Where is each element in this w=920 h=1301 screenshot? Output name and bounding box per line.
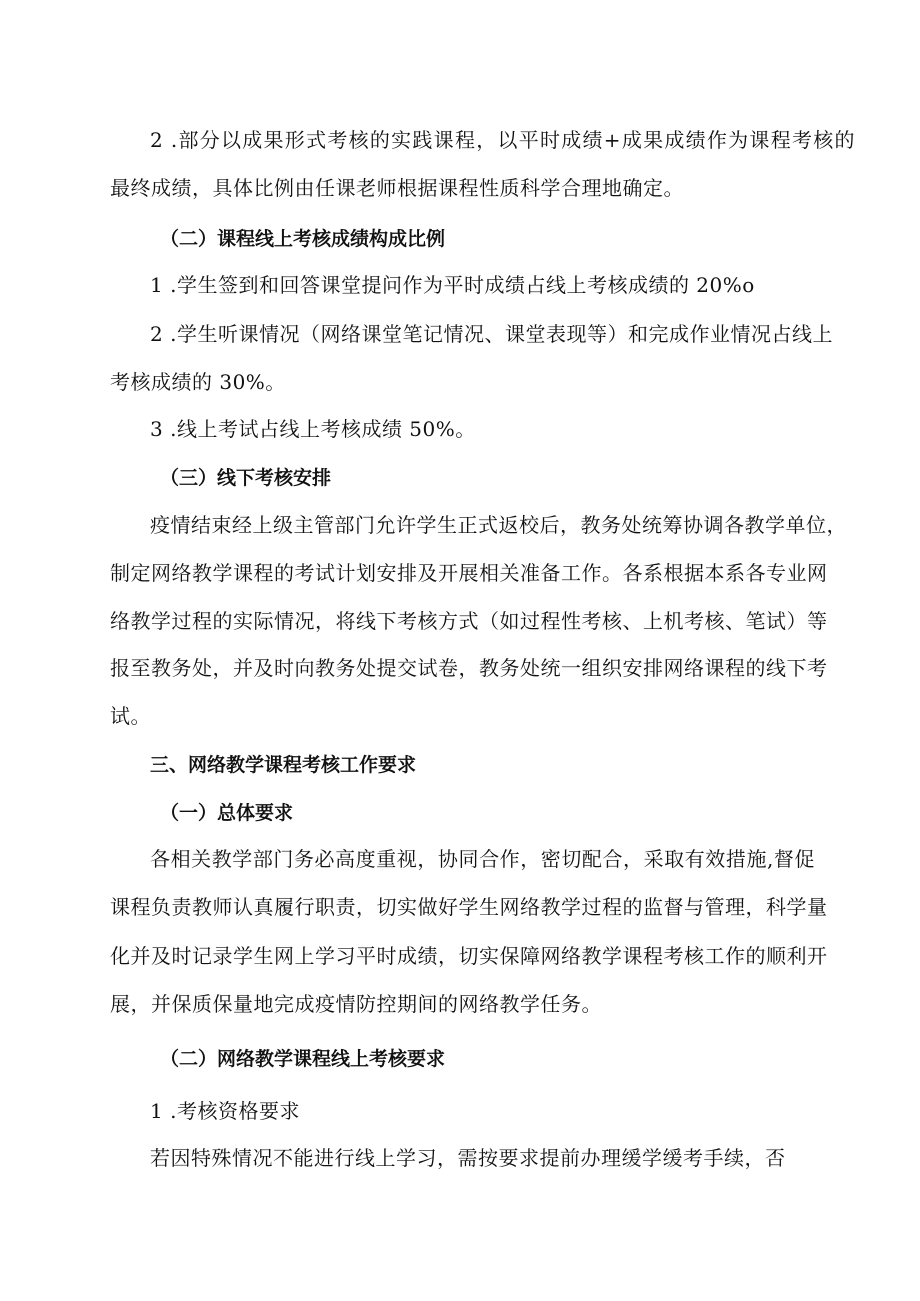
paragraph-line: 课程负责教师认真履行职责，切实做好学生网络教学过程的监督与管理，科学量	[110, 895, 828, 919]
list-item-2-line-1: 2 .部分以成果形式考核的实践课程，以平时成绩+成果成绩作为课程考核的	[150, 128, 855, 152]
subheading-offline: （三）线下考核安排	[160, 467, 332, 489]
paragraph-line: 化并及时记录学生网上学习平时成绩，切实保障网络教学课程考核工作的顺利开	[110, 944, 828, 968]
paragraph-line: 疫情结束经上级主管部门允许学生正式返校后，教务处统筹协调各教学单位，	[150, 513, 847, 537]
section-heading: 三、网络教学课程考核工作要求	[150, 754, 417, 776]
ratio-item-2-line-2: 考核成绩的 30%。	[110, 370, 286, 394]
paragraph-line: 若因特殊情况不能进行线上学习，需按要求提前办理缓学缓考手续，否	[150, 1146, 786, 1170]
ratio-item-1: 1 .学生签到和回答课堂提问作为平时成绩占线上考核成绩的 20%o	[150, 273, 755, 297]
qualification-heading: 1 .考核资格要求	[150, 1099, 300, 1123]
subheading-overall: （一）总体要求	[160, 802, 294, 824]
paragraph-line: 络教学过程的实际情况，将线下考核方式（如过程性考核、上机考核、笔试）等	[110, 609, 828, 633]
paragraph-line: 展，并保质保量地完成疫情防控期间的网络教学任务。	[110, 992, 602, 1016]
paragraph-line: 试。	[110, 704, 151, 728]
paragraph-line: 各相关教学部门务必高度重视，协同合作，密切配合，采取有效措施,督促	[150, 847, 815, 871]
paragraph-line: 制定网络教学课程的考试计划安排及开展相关准备工作。各系根据本系各专业网	[110, 561, 828, 585]
ratio-item-2-line-1: 2 .学生听课情况（网络课堂笔记情况、课堂表现等）和完成作业情况占线上	[150, 322, 833, 346]
list-item-2-line-2: 最终成绩，具体比例由任课老师根据课程性质科学合理地确定。	[110, 176, 684, 200]
ratio-item-3: 3 .线上考试占线上考核成绩 50%。	[150, 417, 476, 441]
paragraph-line: 报至教务处，并及时向教务处提交试卷，教务处统一组织安排网络课程的线下考	[110, 656, 828, 680]
subheading-online-requirements: （二）网络教学课程线上考核要求	[160, 1048, 446, 1070]
subheading-online-ratio: （二）课程线上考核成绩构成比例	[160, 228, 446, 250]
